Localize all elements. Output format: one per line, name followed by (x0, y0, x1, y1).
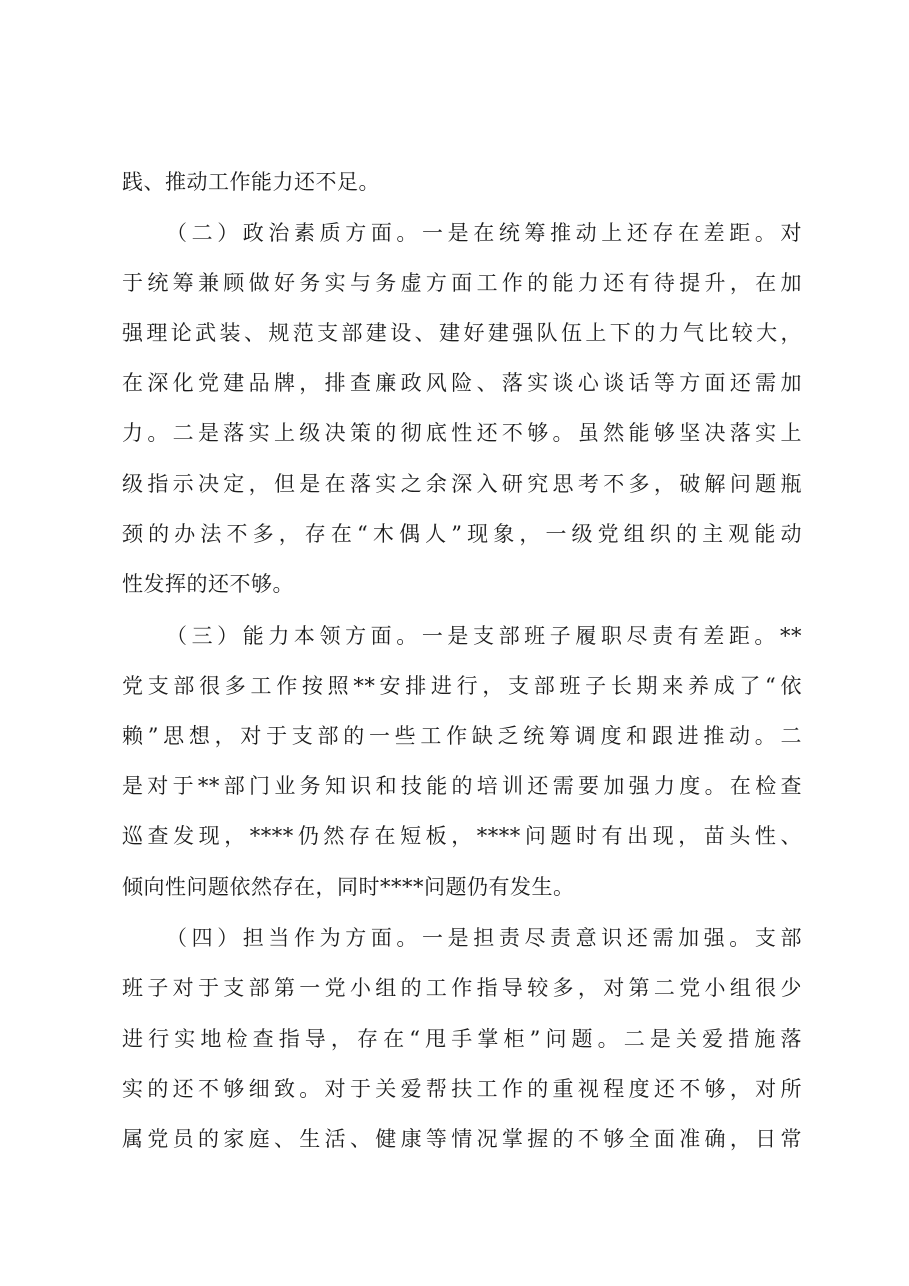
text-line-12: 赖”思想，对于支部的一些工作缺乏统筹调度和跟进推动。二 (122, 724, 802, 748)
section-4-heading-line: （四）担当作为方面。一是担责尽责意识还需加强。支部 (166, 926, 802, 950)
text-line-1: 践、推动工作能力还不足。 (122, 170, 380, 194)
text-line-3: 于统筹兼顾做好务实与务虚方面工作的能力还有待提升，在加 (122, 271, 802, 295)
text-line-15: 倾向性问题依然存在，同时****问题仍有发生。 (122, 875, 575, 899)
section-3-heading-line: （三）能力本领方面。一是支部班子履职尽责有差距。** (166, 624, 802, 648)
text-line-13: 是对于**部门业务知识和技能的培训还需要加强力度。在检查 (122, 774, 802, 798)
text-line-19: 实的还不够细致。对于关爱帮扶工作的重视程度还不够，对所 (122, 1077, 802, 1101)
text-line-20: 属党员的家庭、生活、健康等情况掌握的不够全面准确，日常 (122, 1127, 802, 1151)
text-line-5: 在深化党建品牌，排查廉政风险、落实谈心谈话等方面还需加 (122, 371, 802, 395)
section-2-heading-line: （二）政治素质方面。一是在统筹推动上还存在差距。对 (166, 221, 802, 245)
text-line-14: 巡查发现，****仍然存在短板，****问题时有出现，苗头性、 (122, 824, 802, 848)
text-line-11: 党支部很多工作按照**安排进行，支部班子长期来养成了“依 (122, 674, 802, 698)
text-line-4: 强理论武装、规范支部建设、建好建强队伍上下的力气比较大， (122, 321, 802, 345)
text-line-18: 进行实地检查指导，存在“甩手掌柜”问题。二是关爱措施落 (122, 1027, 802, 1051)
text-line-17: 班子对于支部第一党小组的工作指导较多，对第二党小组很少 (122, 976, 802, 1000)
text-line-7: 级指示决定，但是在落实之余深入研究思考不多，破解问题瓶 (122, 472, 802, 496)
text-line-8: 颈的办法不多，存在“木偶人”现象，一级党组织的主观能动 (122, 522, 802, 546)
text-line-6: 力。二是落实上级决策的彻底性还不够。虽然能够坚决落实上 (122, 421, 802, 445)
text-line-9: 性发挥的还不够。 (122, 572, 294, 596)
